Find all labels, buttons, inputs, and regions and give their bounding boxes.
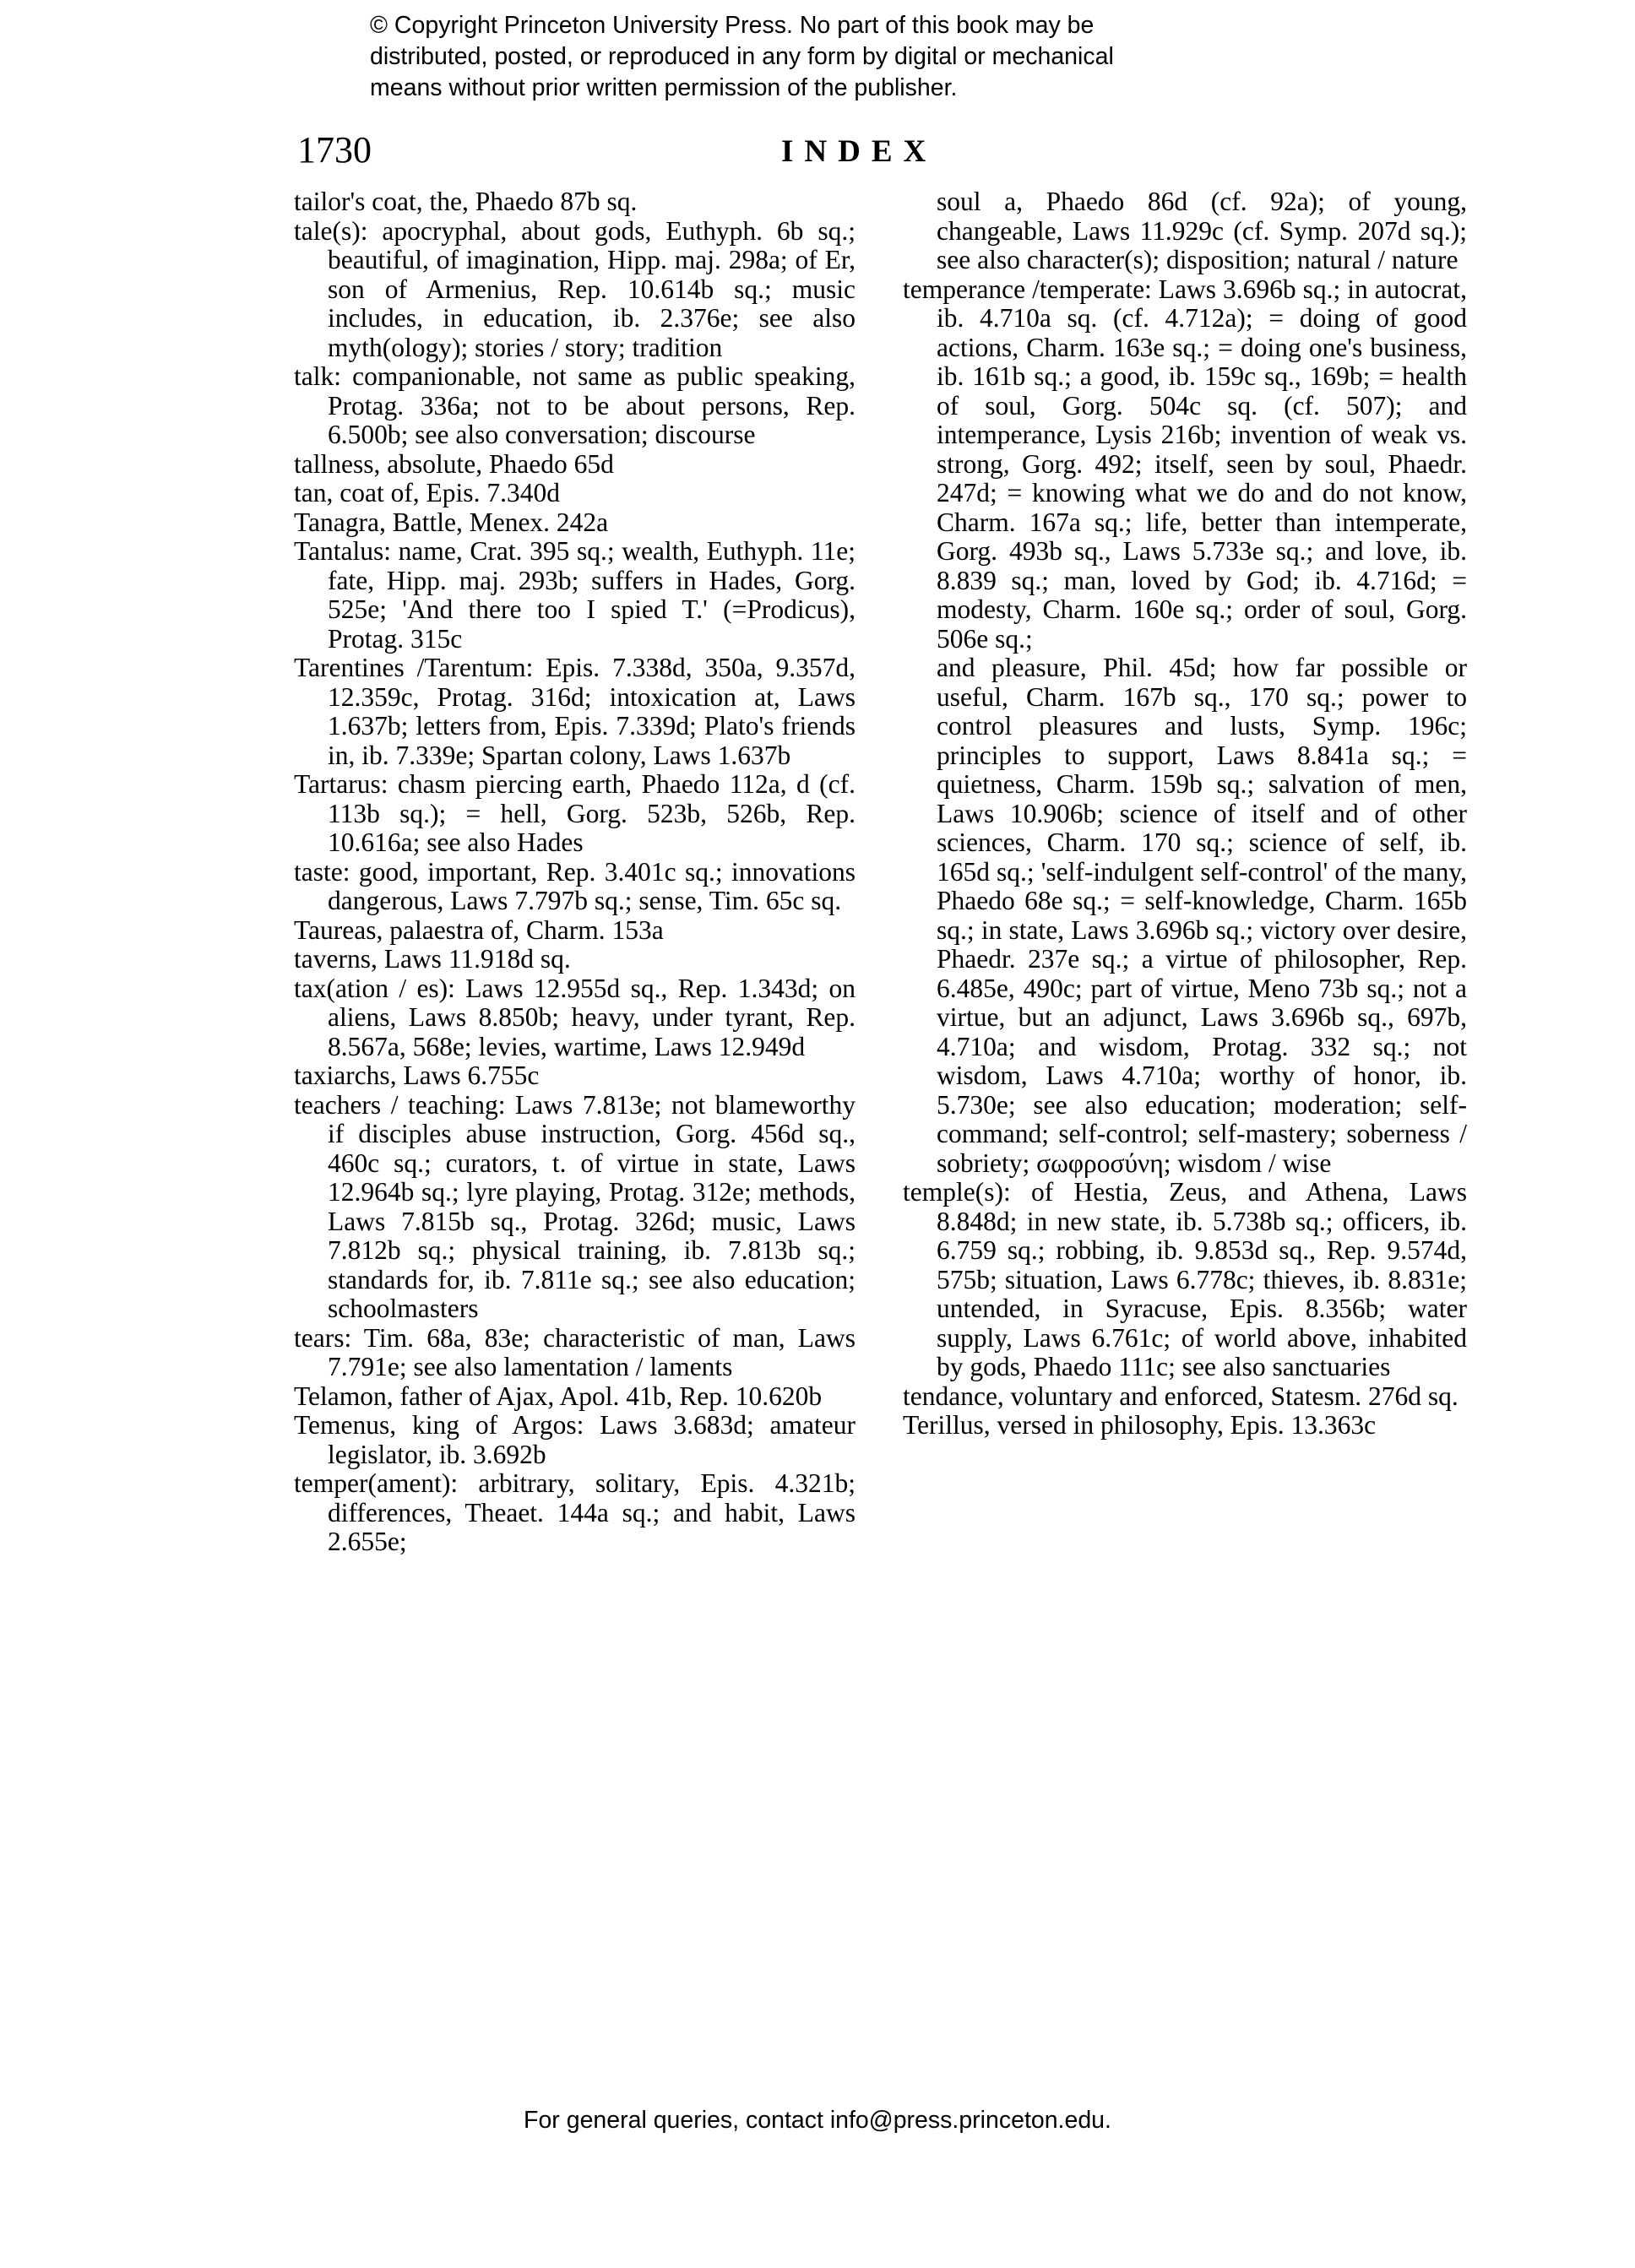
copyright-line: distributed, posted, or reproduced in any form by digital or mechanical bbox=[370, 43, 1114, 70]
index-entry: temple(s): of Hestia, Zeus, and Athena, Laws 8.848d; in new state, ib. 5.738b sq.; officers, ib. 6.759 sq.; robbing, ib. 9.853d sq., Rep. 9.574d, 575b; situation, Laws 6.778c; thieves, ib. 8.831e; untended, in Syracuse, Epis. 8.356b; water supply, Laws 6.761c; of world above, inhabited by gods, Phaedo 111c; see also sanctuaries bbox=[903, 1177, 1467, 1381]
index-entry: Telamon, father of Ajax, Apol. 41b, Rep. 10.620b bbox=[294, 1381, 823, 1411]
page-number: 1730 bbox=[297, 129, 372, 171]
index-entry: tale(s): apocryphal, about gods, Euthyph. 6b sq.; beautiful, of imagination, Hipp. maj. 298a; of Er, son of Armenius, Rep. 10.614b sq.; music includes, in education, ib. 2.376e; see also myth(ology); stories / story; tradition bbox=[294, 215, 856, 362]
index-column-right bbox=[903, 187, 1467, 1441]
index-subentry-temperance: and pleasure, Phil. 45d; how far possible or useful, Charm. 167b sq., 170 sq.; power to control pleasures and lusts, Symp. 196c; principles to support, Laws 8.841a sq.; = quietness, Charm. 159b sq.; salvation of men, Laws 10.906b; science of itself and of other sciences, Charm. 170 sq.; science of self, ib. 165d sq.; 'self-indulgent self-control' of the many, Phaedo 68e sq.; = self-knowledge, Charm. 165b sq.; in state, Laws 3.696b sq.; victory over desire, Phaedr. 237e sq.; a virtue of philosopher, Rep. 6.485e, 490c; part of virtue, Meno 73b sq.; not a virtue, but an adjunct, Laws 3.696b sq., 697b, 4.710a; and wisdom, Protag. 332 sq.; not wisdom, Laws 4.710a; worthy of honor, ib. 5.730e; see also education; moderation; self-command; self-control; self-mastery; soberness / sobriety; σωφροσύνη; wisdom / wise bbox=[937, 653, 1467, 1178]
index-entry: Tanagra, Battle, Menex. 242a bbox=[294, 507, 609, 537]
index-entry: teachers / teaching: Laws 7.813e; not blameworthy if disciples abuse instruction, Gorg. 456d sq., 460c sq.; curators, t. of virtue in state, Laws 12.964b sq.; lyre playing, Protag. 312e; methods, Laws 7.815b sq., Protag. 326d; music, Laws 7.812b sq.; physical training, ib. 7.813b sq.; standards for, ib. 7.811e sq.; see also education; schoolmasters bbox=[294, 1089, 856, 1323]
index-entry-continuation: soul a, Phaedo 86d (cf. 92a); of young, changeable, Laws 11.929c (cf. Symp. 207d sq.); see also character(s); disposition; natural / nature bbox=[937, 187, 1467, 274]
index-entry: talk: companionable, not same as public speaking, Protag. 336a; not to be about persons, Rep. 6.500b; see also conversation; discourse bbox=[294, 361, 856, 449]
index-entry: tax(ation / es): Laws 12.955d sq., Rep. 1.343d; on aliens, Laws 8.850b; heavy, under tyrant, Rep. 8.567a, 568e; levies, wartime, Laws 12.949d bbox=[294, 973, 856, 1061]
index-entry: tan, coat of, Epis. 7.340d bbox=[294, 478, 560, 507]
index-entry: Tantalus: name, Crat. 395 sq.; wealth, Euthyph. 11e; fate, Hipp. maj. 293b; suffers in Hades, Gorg. 525e; 'And there too I spied T.' (=Prodicus), Protag. 315c bbox=[294, 536, 856, 654]
index-entry-temperance: temperance /temperate: Laws 3.696b sq.; in autocrat, ib. 4.710a sq. (cf. 4.712a); = doing of good actions, Charm. 163e sq.; = doing one's business, ib. 161b sq.; a good, ib. 159c sq., 169b; = health of soul, Gorg. 504c sq. (cf. 507); and intemperance, Lysis 216b; invention of weak vs. strong, Gorg. 492; itself, seen by soul, Phaedr. 247d; = knowing what we do and do not know, Charm. 167a sq.; life, better than intemperate, Gorg. 493b sq., Laws 5.733e sq.; and love, ib. 8.839 sq.; man, loved by God; ib. 4.716d; = modesty, Charm. 160e sq.; order of soul, Gorg. 506e sq.; bbox=[903, 274, 1467, 654]
index-entry: taxiarchs, Laws 6.755c bbox=[294, 1061, 540, 1090]
index-entry: taverns, Laws 11.918d sq. bbox=[294, 944, 571, 974]
index-entry: Tartarus: chasm piercing earth, Phaedo 112a, d (cf. 113b sq.); = hell, Gorg. 523b, 526b, Rep. 10.616a; see also Hades bbox=[294, 769, 856, 857]
index-entry: tallness, absolute, Phaedo 65d bbox=[294, 448, 614, 479]
index-entry: tailor's coat, the, Phaedo 87b sq. bbox=[294, 187, 638, 216]
footer-contact: For general queries, contact info@press.princeton.edu. bbox=[524, 2107, 1111, 2134]
index-entry: Temenus, king of Argos: Laws 3.683d; amateur legislator, ib. 3.692b bbox=[294, 1410, 856, 1469]
index-entry: Taureas, palaestra of, Charm. 153a bbox=[294, 914, 664, 945]
index-entry: tendance, voluntary and enforced, Statesm. 276d sq. bbox=[903, 1381, 1458, 1411]
index-entry: taste: good, important, Rep. 3.401c sq.; innovations dangerous, Laws 7.797b sq.; sense, Tim. 65c sq. bbox=[294, 856, 856, 915]
index-entry: tears: Tim. 68a, 83e; characteristic of man, Laws 7.791e; see also lamentation / laments bbox=[294, 1322, 856, 1381]
copyright-line: © Copyright Princeton University Press. No part of this book may be bbox=[370, 12, 1095, 39]
copyright-line: means without prior written permission of the publisher. bbox=[370, 74, 958, 101]
copyright-notice bbox=[370, 10, 1265, 104]
index-column-left bbox=[294, 187, 856, 1557]
index-entry: Tarentines /Tarentum: Epis. 7.338d, 350a, 9.357d, 12.359c, Protag. 316d; intoxication at, Laws 1.637b; letters from, Epis. 7.339d; Plato's friends in, ib. 7.339e; Spartan colony, Laws 1.637b bbox=[294, 653, 856, 770]
index-entry: Terillus, versed in philosophy, Epis. 13.363c bbox=[903, 1410, 1377, 1440]
running-head: INDEX bbox=[781, 134, 937, 169]
index-entry: temper(ament): arbitrary, solitary, Epis. 4.321b; differences, Theaet. 144a sq.; and habit, Laws 2.655e; bbox=[294, 1468, 856, 1556]
